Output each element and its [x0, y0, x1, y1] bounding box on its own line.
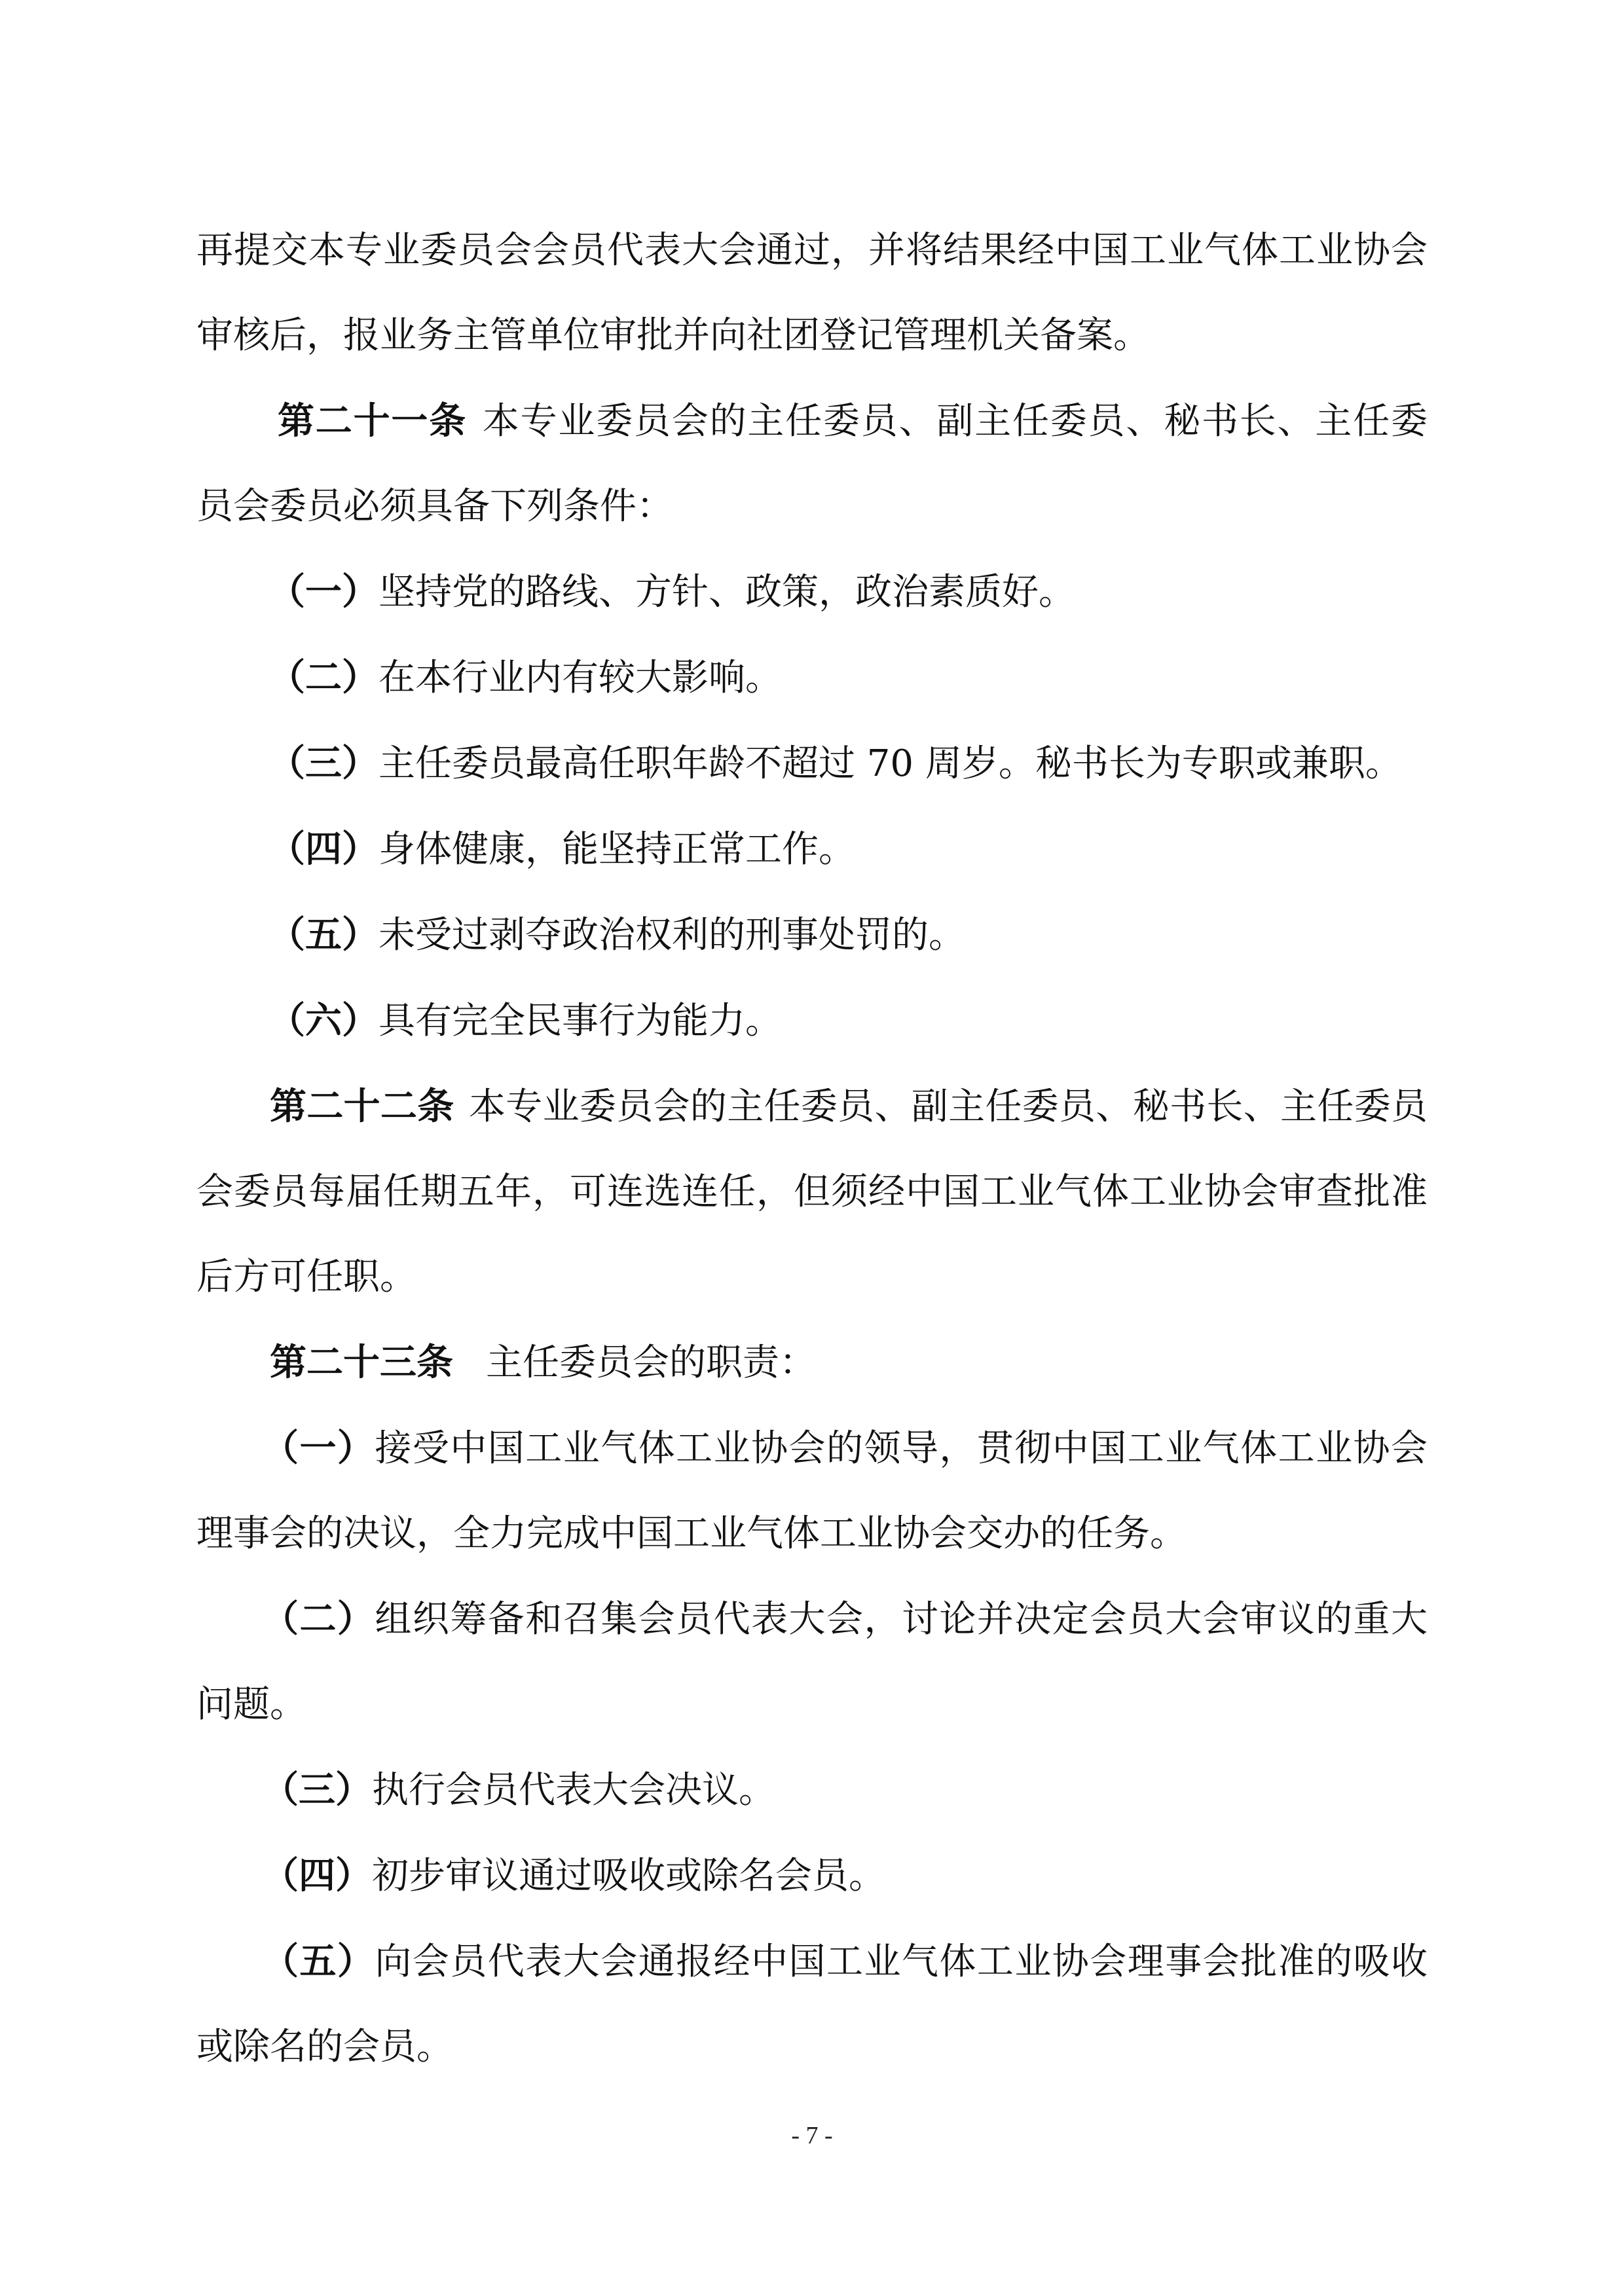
condition-item-4 — [196, 807, 1428, 892]
condition-item-2 — [196, 635, 1428, 721]
article-heading: 第二十二条 — [270, 1085, 454, 1128]
item-text: 向会员代表大会通报经中国工业气体工业协会理事会批准的吸收或除名的会员。 — [196, 1941, 1428, 2068]
item-text: 在本行业内有较大影响。 — [378, 657, 782, 699]
condition-item-3 — [196, 721, 1428, 807]
item-text: 未受过剥夺政治权利的刑事处罚的。 — [378, 914, 965, 957]
item-number: （五） — [262, 1940, 375, 1983]
duty-item-2 — [196, 1576, 1428, 1747]
item-number: （二） — [262, 1597, 375, 1641]
condition-item-1 — [196, 549, 1428, 635]
item-number: （一） — [262, 1427, 375, 1470]
item-text: 身体健康，能坚持正常工作。 — [378, 828, 855, 871]
item-number: （五） — [268, 913, 378, 957]
page-number: - 7 - — [791, 2122, 833, 2149]
item-text: 坚持党的路线、方针、政策，政治素质好。 — [378, 571, 1075, 613]
article-text: 本专业委员会的主任委员、副主任委员、秘书长、主任委员会委员必须具备下列条件： — [196, 400, 1428, 528]
item-text: 具有完全民事行为能力。 — [378, 1000, 782, 1042]
item-number: （四） — [268, 828, 378, 871]
paragraph-text: 再提交本专业委员会会员代表大会通过，并将结果经中国工业气体工业协会审核后，报业务主管单位审批并向社团登记管理机关备案。 — [196, 229, 1428, 357]
article-23 — [196, 1320, 1428, 1406]
paragraph-continuation — [196, 208, 1428, 378]
item-text: 执行会员代表大会决议。 — [372, 1769, 775, 1812]
item-number: （三） — [262, 1768, 372, 1812]
duty-item-5 — [196, 1919, 1428, 2090]
article-22 — [196, 1064, 1428, 1320]
item-number: （三） — [268, 742, 378, 785]
document-page — [196, 208, 1428, 2090]
duty-item-4 — [196, 1833, 1428, 1919]
article-text: 主任委员会的职责： — [486, 1341, 816, 1384]
item-number: （一） — [268, 570, 378, 613]
article-text: 本专业委员会的主任委员、副主任委员、秘书长、主任委员会委员每届任期五年，可连选连任，但须经中国工业气体工业协会审查批准后方可任职。 — [196, 1085, 1428, 1298]
article-21 — [196, 378, 1428, 549]
article-heading: 第二十一条 — [278, 399, 467, 443]
item-number: （四） — [262, 1854, 372, 1897]
item-text: 组织筹备和召集会员代表大会，讨论并决定会员大会审议的重大问题。 — [196, 1598, 1428, 1726]
item-text: 主任委员最高任职年龄不超过 70 周岁。秘书长为专职或兼职。 — [378, 742, 1402, 785]
duty-item-1 — [196, 1406, 1428, 1576]
item-number: （六） — [268, 999, 378, 1042]
item-text: 接受中国工业气体工业协会的领导，贯彻中国工业气体工业协会理事会的决议，全力完成中国工业气体工业协会交办的任务。 — [196, 1427, 1428, 1555]
duty-item-3 — [196, 1747, 1428, 1833]
condition-item-6 — [196, 978, 1428, 1064]
condition-item-5 — [196, 892, 1428, 978]
article-heading: 第二十三条 — [270, 1341, 453, 1384]
item-number: （二） — [268, 656, 378, 699]
item-text: 初步审议通过吸收或除名会员。 — [372, 1855, 885, 1897]
